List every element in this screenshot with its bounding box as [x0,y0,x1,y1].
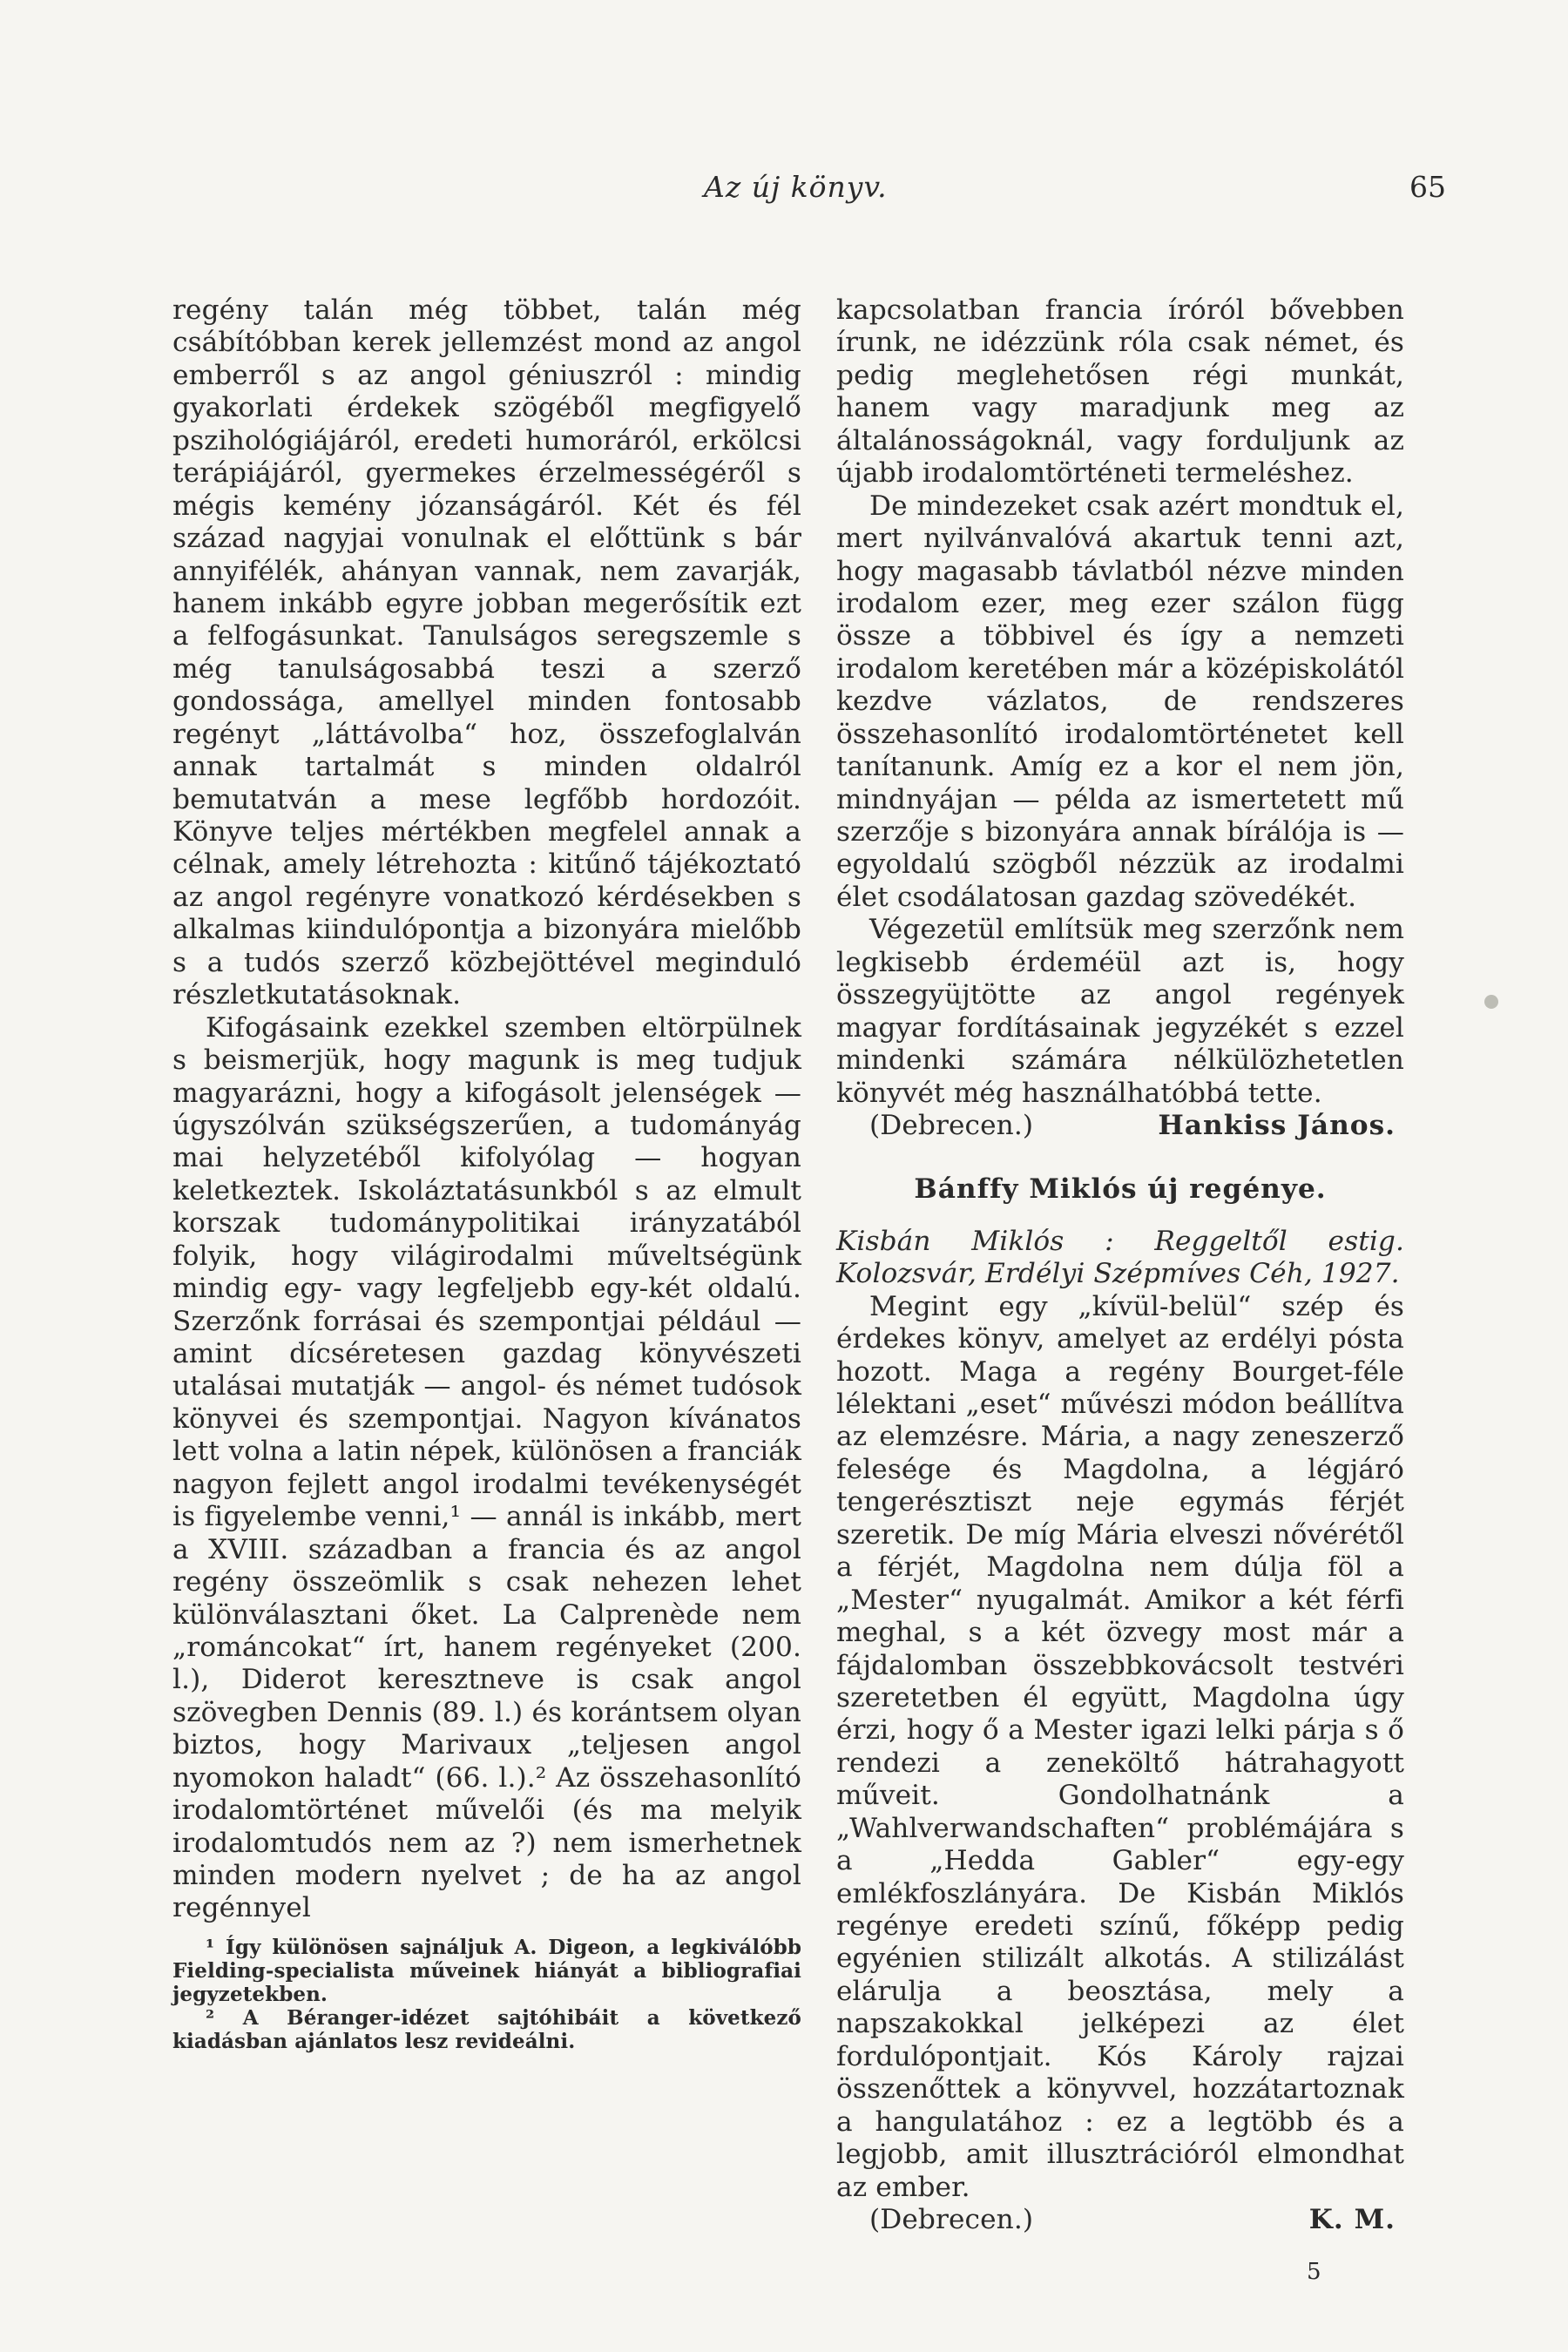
bibliographic-entry: Kisbán Miklós : Reggeltől estig. Kolozsvár, Erdélyi Szépmíves Céh, 1927. [836,1225,1404,1290]
body-paragraph: De mindezeket csak azért mondtuk el, mert nyilvánvalóvá akartuk tenni azt, hogy magasabb távlatból nézve minden irodalom ezer, meg ezer szálon függ össze a többivel és így a nemzeti irodalom keretében már a középiskolától kezdve vázlatos, de rendszeres összehasonlító irodalomtörténetet kell tanítanunk. Amíg ez a kor el nem jön, mindnyájan — példa az ismertetett mű szerzője s bizonyára annak bírálója is — egyoldalú szögből nézzük az irodalmi élet csodálatosan gazdag szövedékét. [836,490,1405,913]
signature-place: (Debrecen.) [869,2203,1034,2235]
body-paragraph: Megint egy „kívül-belül“ szép és érdekes könyv, amelyet az erdélyi pósta hozott. Maga a regény Bourget-féle lélektani „eset“ művészi módon beállítva az elemzésre. Mária, a nagy zeneszerző felesége és Magdolna, a légjáró tengerésztiszt neje egymás férjét szeretik. De míg Mária elveszi nővérétől a férjét, Magdolna nem dúlja föl a „Mester“ nyugalmát. Amikor a két férfi meghal, s a két özvegy most már a fájdalomban összebbkovácsolt testvéri szeretetben él együtt, Magdolna úgy érzi, hogy ő a Mester igazi lelki párja s ő rendezi a zeneköltő hátrahagyott műveit. Gondolhatnánk a „Wahlverwandschaften“ problémájára s a „Hedda Gabler“ egy-egy emlékfoszlányára. De Kisbán Miklós regénye eredeti színű, főképp pedig egyénien stilizált alkotás. A stilizálást elárulja a beosztása, mely a napszakokkal jelképezi az élet fordulópontjait. Kós Károly rajzai összenőttek a könyvvel, hozzátartoznak a hangulatához : ez a legtöbb és a legjobb, amit illusztrációról elmondhat az ember. [836,1290,1404,2203]
footnote: ¹ Így különösen sajnáljuk A. Digeon, a legkiválóbb Fielding-specialista műveinek hiányát a bibliografiai jegyzetekben. [172,1935,801,2007]
section-title: Bánffy Miklós új regénye. [914,1173,1327,1206]
signature-place: (Debrecen.) [869,1109,1034,1141]
right-column [836,294,1404,2236]
body-paragraph: Végezetül említsük meg szerzőnk nem legkisebb érdeméül azt is, hogy összegyüjtötte az angol regények magyar fordításainak jegyzékét s ezzel mindenki számára nélkülözhetetlen könyvét még használhatóbbá tette. [836,914,1404,1109]
body-paragraph: regény talán még többet, talán még csábítóbban kerek jellemzést mond az angol emberről s az angol géniuszról : mindig gyakorlati érdekek szögéből megfigyelő pszihológiájáról, eredeti humoráról, erkölcsi terápiájáról, gyermekes érzelmességéről s mégis kemény józanságáról. Két és fél század nagyjai vonulnak el előttünk s bár annyifélék, ahányan vannak, nem zavarják, hanem inkább egyre jobban megerősítik ezt a felfogásunkat. Tanulságos seregszemle s még tanulságosabbá teszi a szerző gondossága, amellyel minden fontosabb regényt „láttávolba“ hoz, összefoglalván annak tartalmát s minden oldalról bemutatván a mese legfőbb hordozóit. Könyve teljes mértékben megfelel annak a célnak, amely létrehozta : kitűnő tájékoztató az angol regényre vonatkozó kérdésekben s alkalmas kiindulópontja a bizonyára mielőbb s a tudós szerző közbejöttével meginduló részletkutatásoknak. [172,294,801,1011]
margin-spot [1484,995,1498,1009]
body-paragraph: kapcsolatban francia íróról bővebben írunk, ne idézzünk róla csak német, és pedig meglehetősen régi munkát, hanem vagy maradjunk meg az általánosságoknál, vagy forduljunk az újabb irodalomtörténeti termeléshez. [836,294,1404,490]
page-number: 65 [1409,170,1446,204]
printer-signature-mark: 5 [1307,2259,1321,2285]
running-title: Az új könyv. [704,170,888,204]
footnotes [172,1936,801,2054]
review-signature [836,1110,1404,1142]
review-signature [836,2204,1404,2236]
signature-name: K. M. [1308,2203,1396,2235]
signature-name: Hankiss János. [1158,1109,1396,1141]
left-column [172,294,801,2054]
footnote: ² A Béranger-idézet sajtóhibáit a következő kiadásban ajánlatos lesz revideálni. [172,2006,801,2054]
body-paragraph: Kifogásaink ezekkel szemben eltörpülnek s beismerjük, hogy magunk is meg tudjuk magyarázni, hogy a kifogásolt jelenségek — úgyszólván szükségszerűen, a tudományág mai helyzetéből kifolyólag — hogyan keletkeztek. Iskoláztatásunkból s az elmult korszak tudománypolitikai irányzatából folyik, hogy világirodalmi műveltségünk mindig egy- vagy legfeljebb egy-két oldalú. Szerzőnk forrásai és szempontjai például — amint dícséretesen gazdag könyvészeti utalásai mutatják — angol- és német tudósok könyvei és szempontjai. Nagyon kívánatos lett volna a latin népek, különösen a franciák nagyon fejlett angol irodalmi tevékenységét is figyelembe venni,¹ — annál is inkább, mert a XVIII. században a francia és az angol regény összeömlik s csak nehezen lehet különválasztani őket. La Calprenède nem „románcokat“ írt, hanem regényeket (200. l.), Diderot keresztneve is csak angol szövegben Dennis (89. l.) és korántsem olyan biztos, hogy Marivaux „teljesen angol nyomokon haladt“ (66. l.).² Az összehasonlító irodalomtörténet művelői (és ma melyik irodalomtudós nem az ?) nem ismerhetnek minden modern nyelvet ; de ha az angol regénnyel [172,1011,801,1924]
